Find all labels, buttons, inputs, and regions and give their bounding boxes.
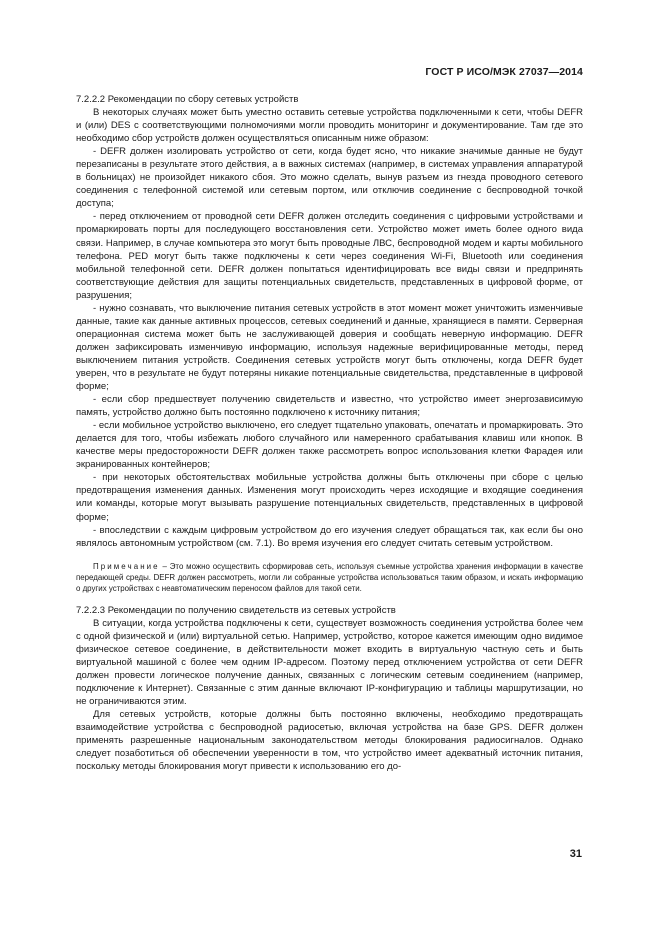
page-number: 31: [569, 848, 582, 860]
paragraph: Для сетевых устройств, которые должны быть постоянно включены, необходимо предотвращать взаимодействие устройства с беспроводной радиосетью, включая устройства на базе GPS. DEFR должен применять разрешенные национальным законодательством методы блокирования радиосигналов. Однако следует позаботиться об обеспечении уверенности в том, что устройство имеет адекватный источник питания, поскольку методы блокирования могут привести к использованию его до-: [76, 708, 583, 773]
note-label: Примечание: [93, 561, 160, 571]
standard-header: ГОСТ Р ИСО/МЭК 27037—2014: [425, 66, 583, 78]
list-item: - впоследствии с каждым цифровым устройством до его изучения следует обращаться так, как если бы оно являлось автономным устройством (см. 7.1). Во время изучения его следует считать сетевым устройством.: [76, 524, 583, 549]
note-text: Это можно осуществить сформировав сеть, используя съемные устройства хранения информации в качестве передающей среды. DEFR должен рассмотреть, могли ли собранные устройства использоваться таким образом, и искать информацию о других устройствах с неавтоматическим переносом файлов для такой сети.: [76, 561, 583, 594]
note-block: [76, 561, 583, 595]
list-item: - нужно сознавать, что выключение питания сетевых устройств в этот момент может уничтожить изменчивые данные, такие как данные активных процессов, сетевых соединений и данные, хранящиеся в памяти. Серверная операционная система может быть не заслуживающей доверия и сообщать неверную информацию. DEFR должен зафиксировать изменчивую информацию, используя надежные верифицированные методы, перед выключением питания устройств. Соединения сетевых устройств могут быть отключены, когда DEFR будет уверен, что в результате не будут потеряны никакие потенциальные свидетельства, представленные в цифровой форме;: [76, 302, 583, 393]
section-heading-7-2-2-2: 7.2.2.2 Рекомендации по сбору сетевых устройств: [76, 94, 299, 105]
note-dash: –: [159, 561, 170, 571]
list-item: - DEFR должен изолировать устройство от сети, когда будет ясно, что никакие значимые данные не будут перезаписаны в результате этого действия, а в важных системах (например, в системах управления аппаратурой в больницах) не произойдет никакого сбоя. Это можно сделать, вынув разъем из гнезда проводного сетевого соединения с телефонной системой или сетевым портом, или отключив соединение с беспроводной точкой доступа;: [76, 146, 583, 210]
section-heading-7-2-2-3: 7.2.2.3 Рекомендации по получению свидетельств из сетевых устройств: [76, 604, 396, 616]
list-item: - при некоторых обстоятельствах мобильные устройства должны быть отключены при сборе с целью предотвращения изменения данных. Изменения могут происходить через исходящие и входящие соединения или команды, которые могут вызывать разрушение потенциальных свидетельств, представленных в цифровой форме;: [76, 472, 583, 523]
page-body: [76, 93, 583, 773]
paragraph: В некоторых случаях может быть уместно оставить сетевые устройства подключенными к сети, чтобы DEFR и (или) DES с соответствующими полномочиями могли проводить мониторинг и документирование. Там где это необходимо сбор устройств должен осуществляться описанным ниже образом:: [76, 107, 583, 145]
list-item: - если мобильное устройство выключено, его следует тщательно упаковать, опечатать и промаркировать. Это делается для того, чтобы избежать любого случайного или намеренного срабатывания клавиш или кнопок. В качестве меры предосторожности DEFR должен также рассмотреть вопрос использования клетки Фарадея или экранированных контейнеров;: [76, 420, 583, 471]
list-item: - перед отключением от проводной сети DEFR должен отследить соединения с цифровыми устройствами и промаркировать порты для последующего восстановления сети. Устройство может иметь более одного вида связи. Например, в случае компьютера это могут быть проводные ЛВС, беспроводной модем и карты мобильного телефона. PED могут быть также подключены к сети через соединения Wi-Fi, Bluetooth или соединения мобильной телефонной сети. DEFR должен попытаться идентифицировать все виды связи и предпринять соответствующие действия для защиты потенциальных свидетельств, представленных в цифровой форме, от разрушения;: [76, 211, 583, 301]
list-item: - если сбор предшествует получению свидетельств и известно, что устройство имеет энергозависимую память, устройство должно быть постоянно подключено к источнику питания;: [76, 394, 583, 419]
paragraph: В ситуации, когда устройства подключены к сети, существует возможность соединения устройства более чем с одной физической и (или) виртуальной сетью. Например, устройство, которое кажется имеющим одно видимое физическое сетевое соединение, в действительности может входить в виртуальную частную сеть и быть виртуальной машиной с более чем одним IP-адресом. Поэтому перед отключением устройства от сети DEFR должен провести логическое получение данных, связанных с логическим сетевым соединением (например, подключение к Интернет). Связанные с этим данные включают IP-конфигурацию и таблицы маршрутизации, но не ограничиваются этим.: [76, 617, 583, 707]
